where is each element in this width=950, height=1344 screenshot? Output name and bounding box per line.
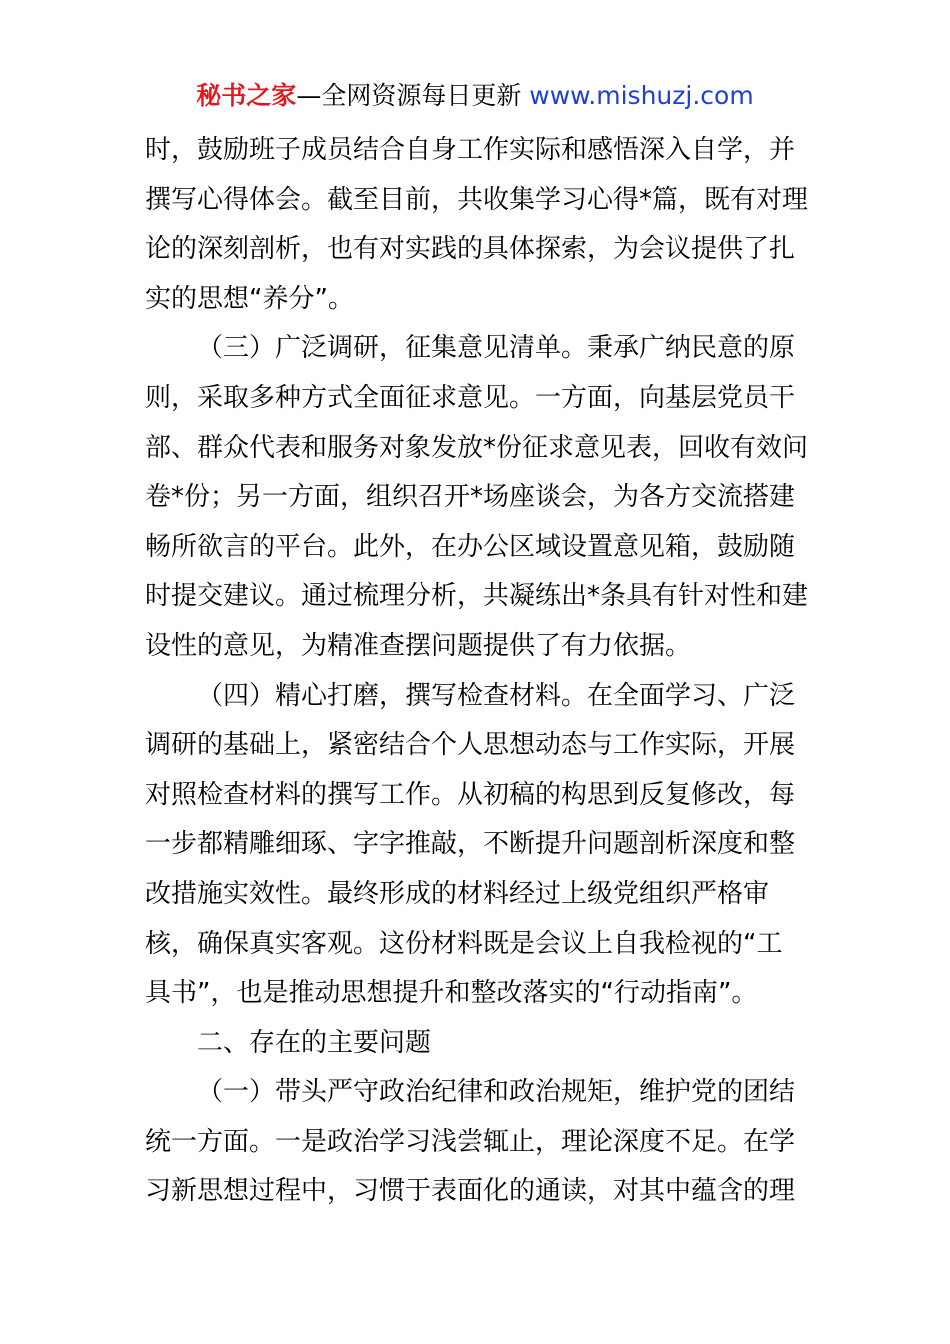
document-body	[145, 126, 810, 1217]
section-heading-4: （四）精心打磨，撰写检查材料。在全面学习、广泛	[197, 680, 796, 711]
text-line: 时提交建议。通过梳理分析，共凝练出*条具有针对性和建	[145, 581, 809, 612]
text-line: 统一方面。一是政治学习浅尝辄止，理论深度不足。在学	[145, 1126, 796, 1157]
text-line: 部、群众代表和服务对象发放*份征求意见表，回收有效问	[145, 432, 809, 463]
text-line: 论的深刻剖析，也有对实践的具体探索，为会议提供了扎	[145, 234, 796, 265]
text-line: 设性的意见，为精准查摆问题提供了有力依据。	[145, 630, 692, 661]
section-heading-1: （一）带头严守政治纪律和政治规矩，维护党的团结	[197, 1077, 796, 1108]
text-line: 则，采取多种方式全面征求意见。一方面，向基层党员干	[145, 382, 796, 413]
text-line: 核，确保真实客观。这份材料既是会议上自我检视的“工	[145, 928, 783, 959]
header-site-url[interactable]: www.mishuzj.com	[529, 81, 754, 110]
text-line: 改措施实效性。最终形成的材料经过上级党组织严格审	[145, 878, 770, 909]
text-line: 对照检查材料的撰写工作。从初稿的构思到反复修改，每	[145, 779, 796, 810]
text-line: 习新思想过程中，习惯于表面化的通读，对其中蕴含的理	[145, 1176, 796, 1207]
text-line: 具书”，也是推动思想提升和整改落实的“行动指南”。	[145, 978, 758, 1009]
text-line: 畅所欲言的平台。此外，在办公区域设置意见箱，鼓励随	[145, 531, 796, 562]
header-tagline: —全网资源每日更新	[296, 81, 530, 110]
text-line: 实的思想“养分”。	[145, 283, 354, 314]
page-header	[0, 80, 950, 112]
section-heading-3: （三）广泛调研，征集意见清单。秉承广纳民意的原	[197, 333, 796, 364]
header-brand: 秘书之家	[196, 81, 297, 110]
text-line: 撰写心得体会。截至目前，共收集学习心得*篇，既有对理	[145, 184, 809, 215]
text-line: 卷*份；另一方面，组织召开*场座谈会，为各方交流搭建	[145, 482, 796, 513]
chapter-heading: 二、存在的主要问题	[197, 1027, 432, 1058]
text-line: 时，鼓励班子成员结合自身工作实际和感悟深入自学，并	[145, 135, 796, 165]
text-line: 调研的基础上，紧密结合个人思想动态与工作实际，开展	[145, 730, 796, 761]
text-line: 一步都精雕细琢、字字推敲，不断提升问题剖析深度和整	[145, 829, 796, 860]
